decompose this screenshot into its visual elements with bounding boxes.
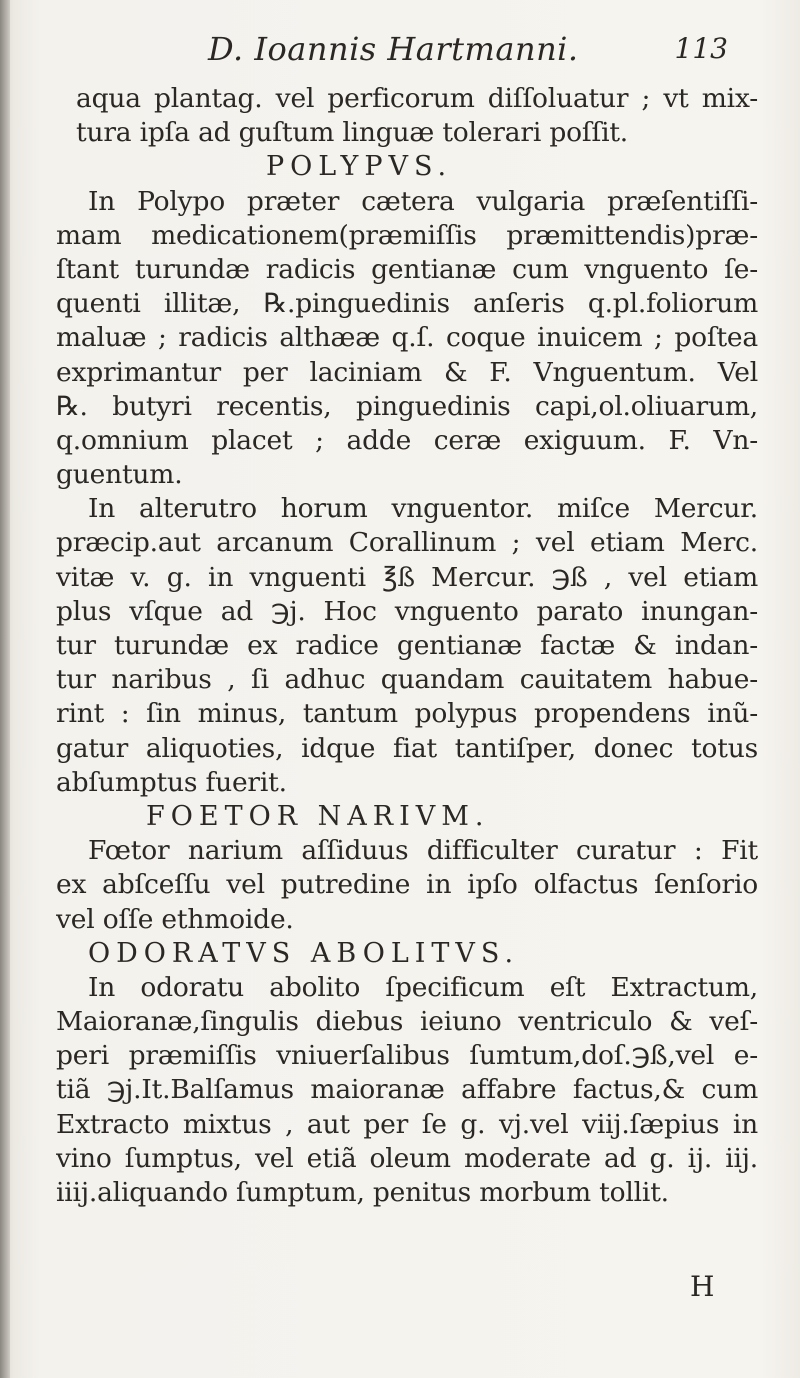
text-line: Fœtor narium aſſiduus difficulter curatur : Fit: [88, 835, 758, 867]
page-binding-shadow: [0, 0, 10, 1378]
text-line: iiij.aliquando ſumptum, penitus morbum tollit.: [56, 1177, 669, 1208]
text-line: vitæ v. g. in vnguenti ℥ß Mercur. ℈ß , vel etiam: [56, 561, 758, 593]
text-line: rint : ſin minus, tantum polypus propendens inũ-: [56, 698, 758, 730]
text-line: q.omnium placet ; adde ceræ exiguum. F. Vn-: [56, 424, 758, 456]
text-line: tur naribus , ſi adhuc quandam cauitatem habue-: [56, 664, 758, 696]
section-heading: FOETOR NARIVM.: [146, 800, 490, 832]
text-line: In alterutro horum vnguentor. miſce Mercur.: [88, 493, 758, 525]
text-line: plus vſque ad ℈j. Hoc vnguento parato inungan-: [56, 595, 758, 627]
page-header: [208, 30, 728, 80]
text-line: vino ſumptus, vel etiã oleum moderate ad g. ij. iij.: [56, 1142, 758, 1174]
text-line: tiã ℈j.It.Balſamus maioranæ affabre factus,& cum: [56, 1074, 758, 1106]
text-line: aqua plantag. vel perficorum diſſoluatur ; vt mix-: [76, 83, 758, 114]
text-line: ℞. butyri recentis, pinguedinis capi,ol.oliuarum,: [56, 390, 758, 422]
text-line: abſumptus fuerit.: [56, 766, 287, 798]
page-number: 113: [674, 32, 728, 65]
text-line: exprimantur per laciniam & F. Vnguentum. Vel: [56, 356, 758, 388]
text-line: mam medicationem(præmiſſis præmittendis)præ-: [56, 219, 758, 251]
text-line: præcip.aut arcanum Corallinum ; vel etiam Merc.: [56, 527, 758, 559]
text-line: Extracto mixtus , aut per ſe g. vj.vel viij.ſæpius in: [56, 1108, 758, 1140]
text-line: ex abſceſſu vel putredine in ipſo olfactus ſenſorio: [56, 869, 758, 901]
text-line: peri præmiſſis vniuerſalibus ſumtum,doſ.℈ß,vel e-: [56, 1040, 758, 1072]
catchword: H: [690, 1270, 715, 1303]
text-line: tura ipſa ad guſtum linguæ tolerari poſſit.: [76, 117, 629, 149]
body-text: [56, 82, 758, 1210]
text-line: quenti illitæ, ℞.pinguedinis anſeris q.pl.foliorum: [56, 288, 758, 320]
text-line: gatur aliquoties, idque fiat tantiſper, donec totus: [56, 732, 758, 764]
running-title: D. Ioannis Hartmanni.: [208, 30, 579, 68]
text-line: guentum.: [56, 459, 183, 491]
text-line: vel oſſe ethmoide.: [56, 903, 294, 935]
section-heading: ODORATVS ABOLITVS.: [88, 937, 520, 969]
section-heading: POLYPVS.: [266, 151, 453, 183]
text-line: In Polypo præter cætera vulgaria præſentiſſi-: [88, 185, 758, 217]
text-line: In odoratu abolito ſpecificum eſt Extractum,: [88, 971, 758, 1003]
text-line: Maioranæ,ſingulis diebus ieiuno ventriculo & veſ-: [56, 1006, 758, 1038]
text-line: tur turundæ ex radice gentianæ factæ & indan-: [56, 630, 758, 661]
text-line: ſtant turundæ radicis gentianæ cum vnguento ſe-: [56, 253, 758, 285]
text-line: maluæ ; radicis althææ q.ſ. coque inuicem ; poſtea: [56, 322, 758, 354]
